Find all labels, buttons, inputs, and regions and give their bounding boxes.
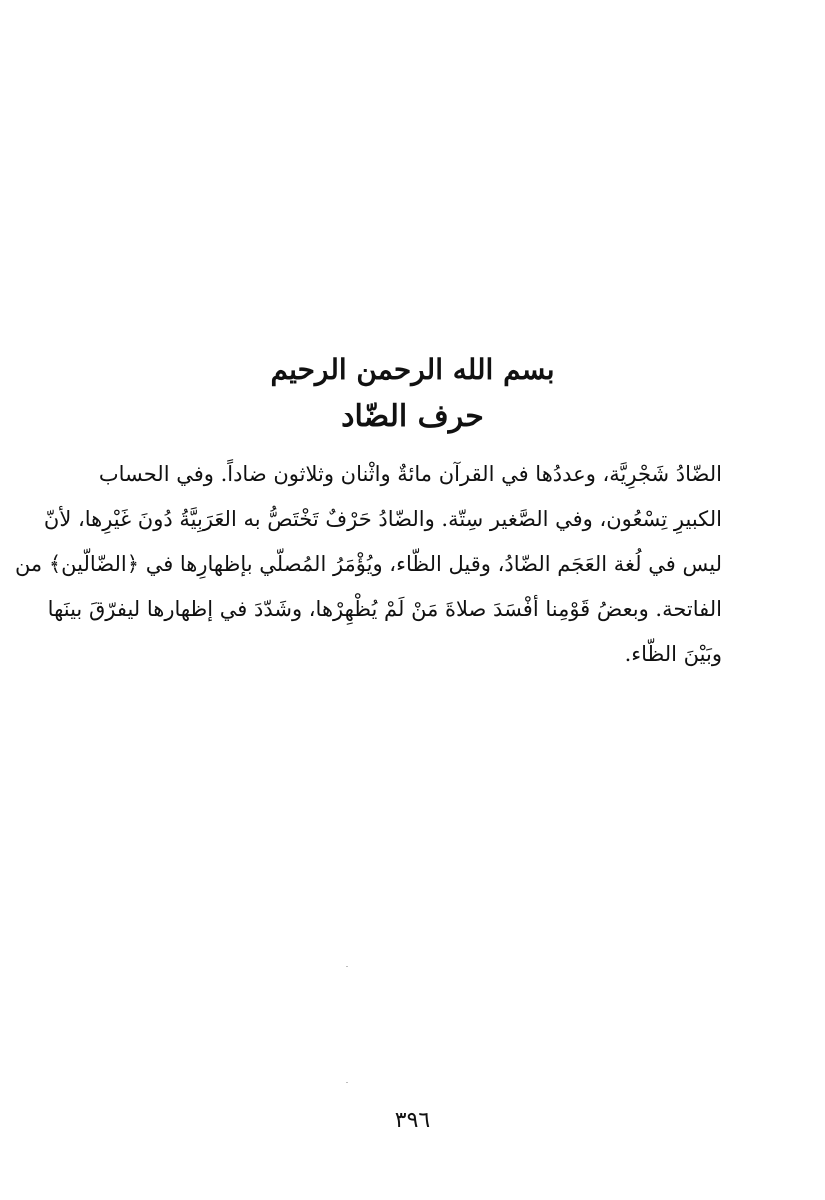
body-line: الكبيرِ تِسْعُون، وفي الصَّغير سِتّة. والضّادُ حَرْفٌ تَخْتَصُّ به العَرَبِيَّةُ دُونَ غَيْرِها، لأنّ bbox=[43, 507, 722, 531]
chapter-title: حرف الضّاد bbox=[341, 399, 484, 434]
page-number: ٣٩٦ bbox=[394, 1108, 431, 1133]
body-line: وبَيْنَ الظّاء. bbox=[624, 642, 722, 666]
body-paragraph bbox=[14, 452, 722, 677]
body-line: ليس في لُغة العَجَم الضّادُ، وقيل الظّاء، ويُؤْمَرُ المُصلّي بإظهارِها في ﴿الضّالّين﴾ من bbox=[14, 552, 722, 576]
body-line: الفاتحة. وبعضُ قَوْمِنا أفْسَدَ صلاةَ مَنْ لَمْ يُظْهِرْها، وشَدّدَ في إظهارها ليفرّقَ بينَها bbox=[47, 597, 722, 621]
scan-speck bbox=[346, 966, 348, 967]
basmala-heading: بسم الله الرحمن الرحيم bbox=[270, 353, 555, 386]
scan-speck bbox=[346, 1082, 348, 1083]
body-line: الضّادُ شَجْرِيَّة، وعددُها في القرآن مائةٌ واثْنان وثلاثون ضاداً. وفي الحساب bbox=[98, 462, 722, 486]
